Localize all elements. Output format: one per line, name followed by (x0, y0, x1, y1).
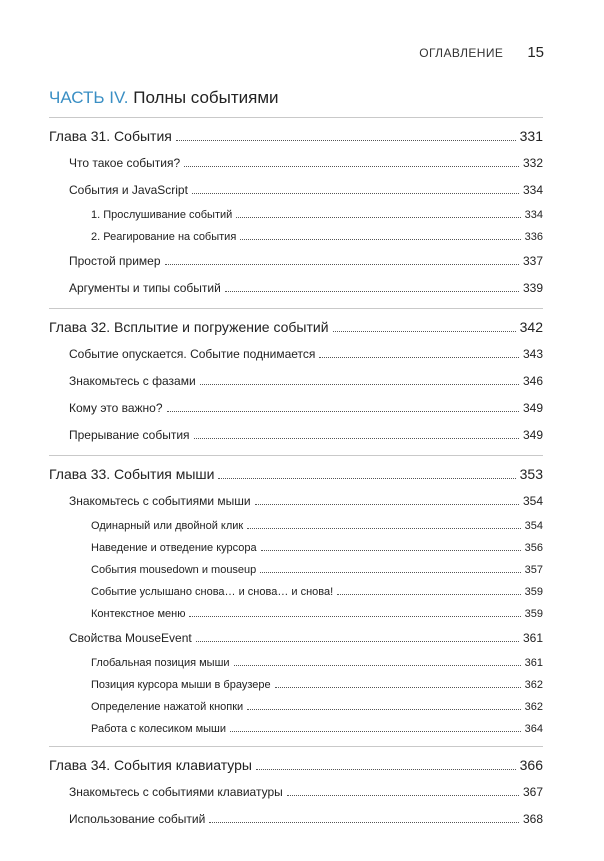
leader-dots (236, 217, 520, 218)
toc-section[interactable] (49, 177, 543, 204)
toc-section[interactable] (49, 341, 543, 368)
toc-entry-title: Знакомьтесь с фазами (69, 374, 196, 388)
leader-dots (255, 504, 519, 505)
toc-entry-page: 334 (522, 183, 543, 197)
leader-dots (209, 822, 519, 823)
toc-section[interactable] (49, 779, 543, 806)
toc-entry-title: Определение нажатой кнопки (91, 701, 244, 713)
toc-entry-page: 361 (522, 631, 543, 645)
toc-entry-page: 331 (519, 128, 543, 144)
toc-entry-title: Прерывание события (69, 428, 190, 442)
leader-dots (189, 616, 520, 617)
toc-entry-page: 359 (524, 608, 543, 620)
toc-entry-title: Событие услышано снова… и снова… и снова! (91, 586, 334, 598)
toc-entry-page: 361 (524, 657, 543, 669)
toc-section[interactable] (49, 806, 543, 833)
toc-entry-page: 337 (522, 254, 543, 268)
leader-dots (247, 709, 520, 710)
leader-dots (261, 550, 521, 551)
toc-entry-title: События и JavaScript (69, 183, 188, 197)
toc-entry-page: 359 (524, 586, 543, 598)
leader-dots (225, 291, 519, 292)
toc-entry-page: 336 (524, 231, 543, 243)
part-name: Полны событиями (133, 88, 279, 107)
toc-subsection[interactable] (49, 515, 543, 537)
leader-dots (234, 665, 521, 666)
leader-dots (240, 239, 520, 240)
leader-dots (218, 478, 515, 479)
leader-dots (337, 594, 520, 595)
running-head (419, 44, 544, 61)
leader-dots (165, 264, 519, 265)
toc-subsection[interactable] (49, 559, 543, 581)
toc-entry-title: 1. Прослушивание событий (91, 209, 233, 221)
toc-entry-title: Работа с колесиком мыши (91, 723, 227, 735)
toc-entry-page: 362 (524, 701, 543, 713)
toc-entry-page: 368 (522, 812, 543, 826)
toc-section[interactable] (49, 275, 543, 302)
leader-dots (200, 384, 519, 385)
toc-entry-page: 349 (522, 428, 543, 442)
toc-entry-title: Использование событий (69, 812, 206, 826)
leader-dots (192, 193, 519, 194)
toc-chapter-33[interactable] (49, 461, 543, 488)
leader-dots (167, 411, 519, 412)
toc-entry-title: Контекстное меню (91, 608, 186, 620)
toc-entry-page: 362 (524, 679, 543, 691)
toc-entry-page: 367 (522, 785, 543, 799)
leader-dots (176, 140, 516, 141)
toc-subsection[interactable] (49, 603, 543, 625)
leader-dots (275, 687, 521, 688)
toc-section[interactable] (49, 625, 543, 652)
toc-subsection[interactable] (49, 718, 543, 740)
toc-entry-title: Глава 34. События клавиатуры (49, 757, 252, 773)
toc-chapter-34[interactable] (49, 752, 543, 779)
leader-dots (194, 438, 519, 439)
toc-entry-title: Глава 33. События мыши (49, 466, 215, 482)
toc-entry-page: 356 (524, 542, 543, 554)
toc-entry-title: Аргументы и типы событий (69, 281, 221, 295)
toc-entry-title: 2. Реагирование на события (91, 231, 237, 243)
toc-entry-title: Кому это важно? (69, 401, 163, 415)
toc-entry-title: Наведение и отведение курсора (91, 542, 257, 554)
toc-entry-title: Знакомьтесь с событиями клавиатуры (69, 785, 283, 799)
toc-section[interactable] (49, 422, 543, 449)
part-title (49, 88, 279, 108)
leader-dots (196, 641, 519, 642)
toc-entry-title: Событие опускается. Событие поднимается (69, 347, 316, 361)
toc-chapter-31[interactable] (49, 123, 543, 150)
part-number: ЧАСТЬ IV. (49, 88, 129, 107)
toc-entry-page: 346 (522, 374, 543, 388)
toc-entry-page: 357 (524, 564, 543, 576)
toc-entry-title: Глава 31. События (49, 128, 172, 144)
toc-subsection[interactable] (49, 696, 543, 718)
toc-entry-page: 343 (522, 347, 543, 361)
leader-dots (287, 795, 519, 796)
toc-entry-title: События mousedown и mouseup (91, 564, 257, 576)
toc-section[interactable] (49, 150, 543, 177)
toc-subsection[interactable] (49, 226, 543, 248)
toc-entry-page: 342 (519, 319, 543, 335)
toc-entry-page: 332 (522, 156, 543, 170)
leader-dots (247, 528, 520, 529)
toc-chapter-32[interactable] (49, 314, 543, 341)
toc-entry-title: Глобальная позиция мыши (91, 657, 230, 669)
toc-entry-page: 354 (522, 494, 543, 508)
toc-section[interactable] (49, 368, 543, 395)
leader-dots (319, 357, 519, 358)
table-of-contents (49, 117, 543, 833)
toc-entry-page: 349 (522, 401, 543, 415)
toc-section[interactable] (49, 248, 543, 275)
toc-entry-title: Глава 32. Всплытие и погружение событий (49, 319, 329, 335)
toc-subsection[interactable] (49, 652, 543, 674)
toc-entry-page: 353 (519, 466, 543, 482)
toc-entry-page: 366 (519, 757, 543, 773)
toc-section[interactable] (49, 488, 543, 515)
leader-dots (256, 769, 516, 770)
toc-entry-title: Позиция курсора мыши в браузере (91, 679, 271, 691)
leader-dots (260, 572, 520, 573)
toc-entry-title: Что такое события? (69, 156, 181, 170)
toc-entry-title: Свойства MouseEvent (69, 631, 192, 645)
leader-dots (333, 331, 516, 332)
toc-entry-page: 364 (524, 723, 543, 735)
toc-subsection[interactable] (49, 537, 543, 559)
toc-subsection[interactable] (49, 674, 543, 696)
leader-dots (184, 166, 519, 167)
toc-section[interactable] (49, 395, 543, 422)
toc-entry-page: 339 (522, 281, 543, 295)
toc-subsection[interactable] (49, 204, 543, 226)
running-head-title: ОГЛАВЛЕНИЕ (419, 46, 504, 60)
toc-entry-page: 334 (524, 209, 543, 221)
toc-entry-title: Простой пример (69, 254, 161, 268)
toc-subsection[interactable] (49, 581, 543, 603)
leader-dots (230, 731, 521, 732)
page-number: 15 (527, 44, 544, 61)
toc-entry-page: 354 (524, 520, 543, 532)
toc-entry-title: Одинарный или двойной клик (91, 520, 244, 532)
toc-entry-title: Знакомьтесь с событиями мыши (69, 494, 251, 508)
